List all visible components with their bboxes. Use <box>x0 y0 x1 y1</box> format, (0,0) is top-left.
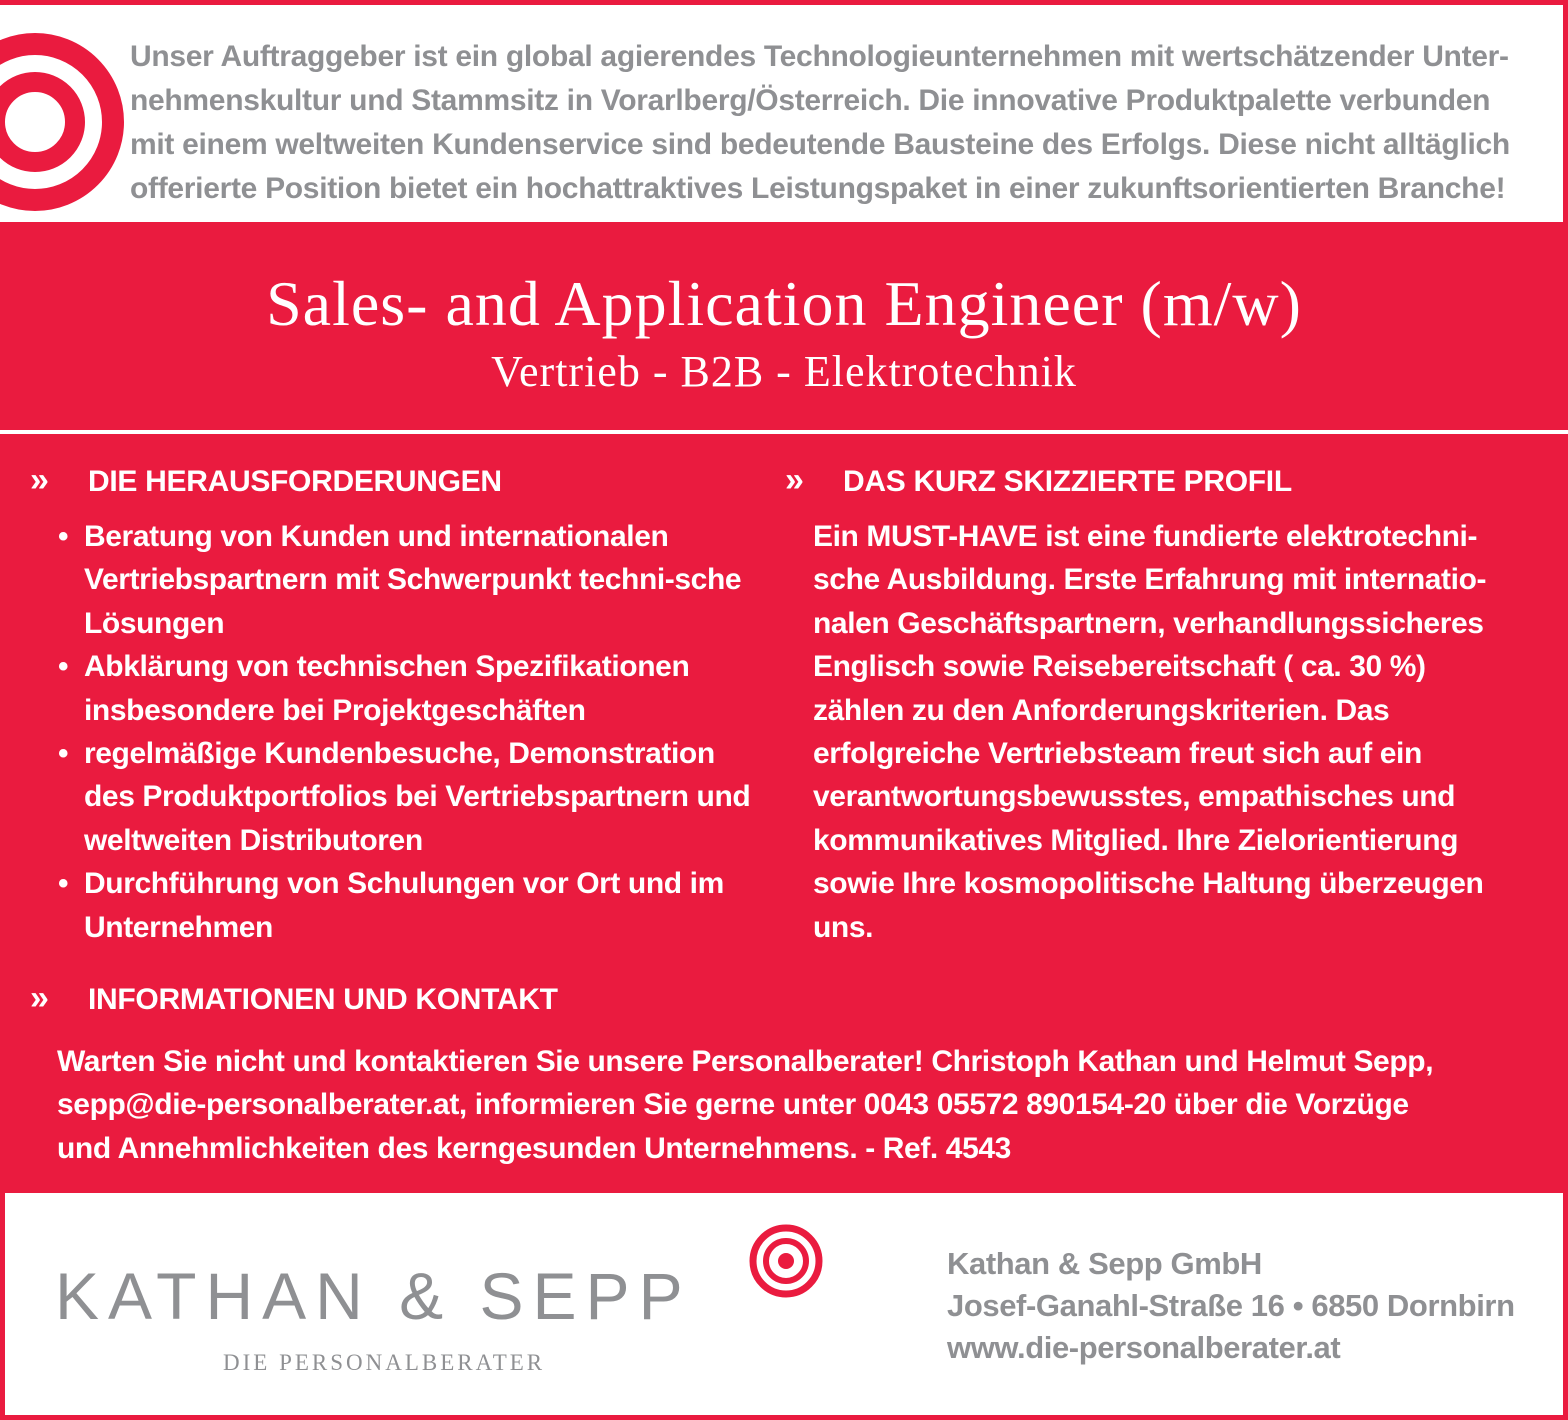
list-item: • Durchführung von Schulungen vor Ort und im Unternehmen <box>58 862 770 949</box>
concentric-rings-icon <box>0 27 130 217</box>
contact-heading <box>30 978 558 1020</box>
company-info <box>947 1243 1515 1369</box>
job-subtitle: Vertrieb - B2B - Elektrotechnik <box>491 347 1077 396</box>
profile-heading <box>785 460 1292 502</box>
logo-tagline: DIE PERSONALBERATER <box>223 1350 546 1375</box>
challenges-heading <box>30 460 502 502</box>
challenges-list <box>58 515 770 949</box>
company-website[interactable]: www.die-personalberater.at <box>947 1330 1341 1365</box>
profile-heading-label: DAS KURZ SKIZZIERTE PROFIL <box>843 465 1292 498</box>
footer <box>5 1193 1563 1415</box>
divider <box>0 430 1568 434</box>
intro-panel <box>0 0 1568 222</box>
list-item: • Beratung von Kunden und internationalen Vertriebspartnern mit Schwerpunkt techni-sche Lösungen <box>58 515 770 645</box>
target-icon <box>748 1223 824 1299</box>
contact-heading-label: INFORMATIONEN UND KONTAKT <box>88 983 558 1016</box>
contact-text: Warten Sie nicht und kontaktieren Sie unsere Personalberater! Christoph Kathan und Helmut Sepp, sepp@die-personalberater.at, informieren Sie gerne unter 0043 05572 890154-20 über die Vorzüge und Annehmlichkeiten des kerngesunden Unternehmens. - Ref. 4543 <box>57 1045 1434 1165</box>
job-title: Sales- and Application Engineer (m/w) <box>266 268 1302 339</box>
profile-text: Ein MUST-HAVE ist eine fundierte elektrotechni-sche Ausbildung. Erste Erfahrung mit internatio-nalen Geschäftspartnern, verhandlungssicheres Englisch sowie Reisebereitschaft ( ca. 30 %) zählen zu den Anforderungskriterien. Das erfolgreiche Vertriebsteam freut sich auf ein verantwortungsbewusstes, empathisches und kommunikatives Mitglied. Ihre Zielorientierung sowie Ihre kosmopolitische Haltung überzeugen uns. <box>813 520 1487 944</box>
list-item: • Abklärung von technischen Spezifikationen insbesondere bei Projektgeschäften <box>58 645 770 732</box>
chevron-icon: » <box>30 979 49 1017</box>
intro-text: Unser Auftraggeber ist ein global agierendes Technologieunternehmen mit wertschätzender Unter- nehmenskultur und Stammsitz in Vorarlberg/Österreich. Die innovative Produktpalette verbunden mit einem weltweiten Kundenservice sind bedeutende Bausteine des Erfolgs. Diese nicht alltäglich offerierte Position bietet ein hochattraktives Leistungspaket in einer zukunftsorientierten Branche! <box>130 40 1510 205</box>
company-name: Kathan & Sepp GmbH <box>947 1246 1262 1281</box>
company-address: Josef-Ganahl-Straße 16 • 6850 Dornbirn <box>947 1288 1515 1323</box>
logo-wordmark: KATHAN & SEPP <box>55 1259 692 1333</box>
chevron-icon: » <box>30 461 49 499</box>
list-item: • regelmäßige Kundenbesuche, Demonstration des Produktportfolios bei Vertriebspartnern und weltweiten Distributoren <box>58 732 770 862</box>
challenges-heading-label: DIE HERAUSFORDERUNGEN <box>88 465 502 498</box>
chevron-icon: » <box>785 461 804 499</box>
